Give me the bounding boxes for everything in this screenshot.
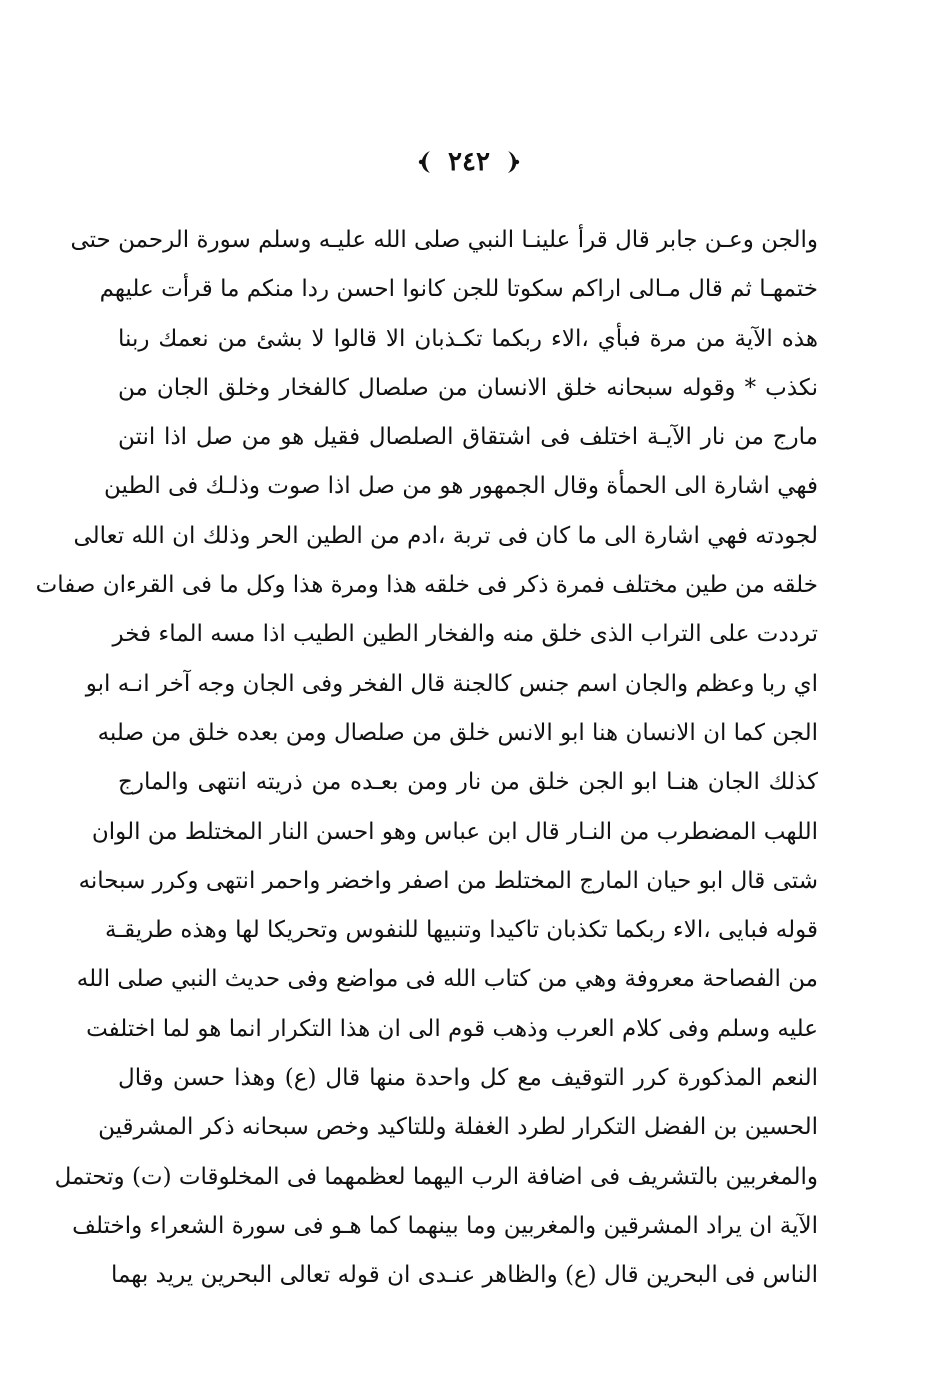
text-line: الآية ان يراد المشرقين والمغربين وما بينهما كما هـو فى سورة الشعراء واختلف — [72, 1212, 818, 1239]
text-line: من الفصاحة معروفة وهي من كتاب الله فى مواضع وفى حديث النبي صلى الله — [76, 966, 818, 993]
text-line: هذه الآية من مرة فبأي ،الاء ربكما تكـذبان الا قالوا لا بشئ من نعمك ربنا — [118, 325, 818, 352]
text-line: اي ربا وعظم والجان اسم جنس كالجنة قال الفخر وفى الجان وجه آخر انـه ابو — [85, 670, 818, 697]
text-line: والمغربين بالتشريف فى اضافة الرب اليهما لعظمهما فى المخلوقات (ت) وتحتمل — [54, 1163, 818, 1190]
left-ornament-icon — [416, 149, 434, 175]
text-line: الناس فى البحرين قال (ع) والظاهر عنـدى ان قوله تعالى البحرين يريد بهما — [110, 1262, 818, 1289]
text-line: شتى قال ابو حيان المارج المختلط من اصفر واخضر واحمر انتهى وكرر سبحانه — [78, 867, 818, 894]
text-line: ختمهـا ثم قال مـالى اراكم سكوتا للجن كانوا احسن ردا منكم ما قرأت عليهم — [99, 276, 818, 303]
text-line: الحسين بن الفضل التكرار لطرد الغفلة وللتاكيد وخص سبحانه ذكر المشرقين — [98, 1114, 818, 1141]
text-line: نكذب * وقوله سبحانه خلق الانسان من صلصال كالفخار وخلق الجان من — [118, 374, 818, 401]
text-line: خلقه من طين مختلف فمرة ذكر فى خلقه هذا ومرة هذا وكل ما فى القرءان صفات — [35, 572, 818, 599]
text-line: الجن كما ان الانسان هنا ابو الانس خلق من صلصال ومن بعده خلق من صلبه — [97, 719, 818, 746]
text-line: ترددت على التراب الذى خلق منه والفخار الطين الطيب اذا مسه الماء فخر — [112, 621, 818, 648]
text-line: عليه وسلم وفى كلام العرب وذهب قوم الى ان هذا التكرار انما هو لما اختلفت — [86, 1015, 818, 1042]
text-line: قوله فبايى ،الاء ربكما تكذبان تاكيدا وتنبيها للنفوس وتحريكا لها وهذه طريقـة — [105, 917, 818, 944]
text-line: والجن وعـن جابر قال قرأ علينـا النبي صلى الله عليـه وسلم سورة الرحمن حتى — [70, 227, 818, 253]
page-header — [0, 142, 938, 182]
text-line: لجودته فهي اشارة الى ما كان فى تربة ،ادم من الطين الحر وذلك ان الله تعالى — [73, 522, 818, 549]
text-line: مارج من نار الآيـة اختلف فى اشتقاق الصلصال فقيل هو من صل اذا انتن — [118, 424, 818, 451]
text-line: فهي اشارة الى الحمأة وقال الجمهور هو من صل اذا صوت وذلـك فى الطين — [104, 473, 818, 500]
text-line: كذلك الجان هنـا ابو الجن خلق من نار ومن بعـده من ذريته انتهى والمارج — [118, 769, 818, 796]
body-text — [35, 216, 818, 1301]
text-line: النعم المذكورة كرر التوقيف مع كل واحدة منها قال (ع) وهذا حسن وقال — [118, 1065, 818, 1092]
right-ornament-icon — [504, 149, 522, 175]
text-line: اللهب المضطرب من النـار قال ابن عباس وهو احسن النار المختلط من الوان — [91, 818, 818, 845]
page-number: ٢٤٢ — [448, 147, 490, 177]
